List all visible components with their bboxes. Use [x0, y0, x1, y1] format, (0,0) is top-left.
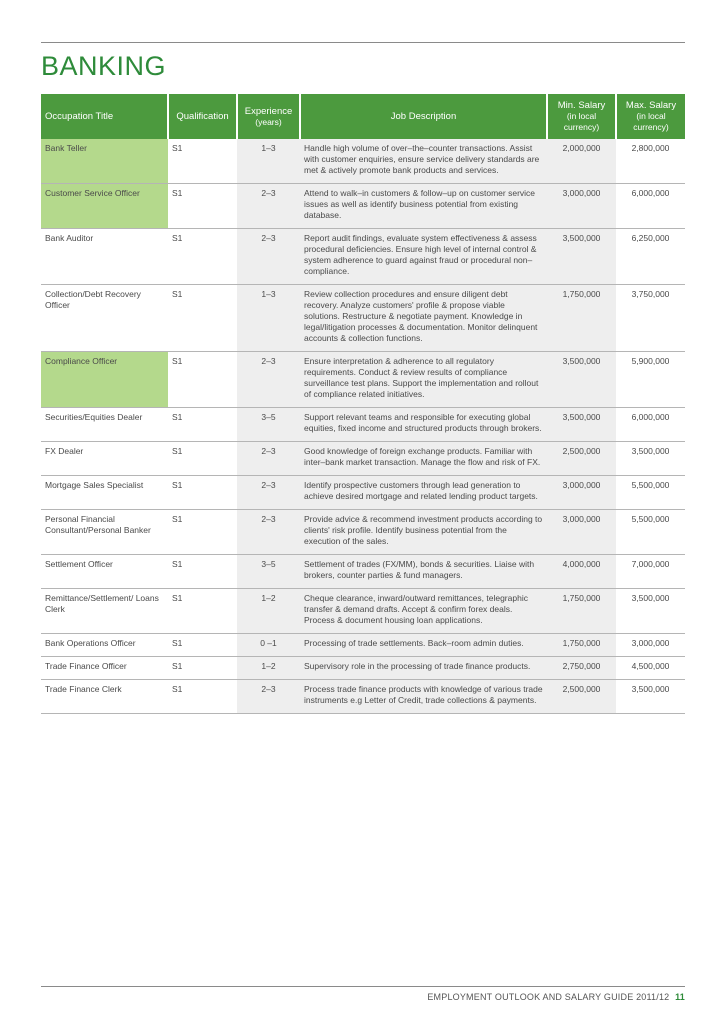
max-salary: 3,000,000	[616, 634, 685, 657]
table-row	[41, 352, 685, 408]
max-salary: 6,250,000	[616, 229, 685, 285]
job-description: Process trade finance products with knowledge of various trade instruments e.g Letter of Credit, trade collections & payments.	[300, 680, 547, 714]
header-max-salary-unit: (in local currency)	[633, 111, 669, 132]
job-description: Cheque clearance, inward/outward remittances, telegraphic transfer & demand drafts. Accept & confirm forex deals. Process & document housing loan applications.	[300, 589, 547, 634]
experience: 2–3	[237, 510, 300, 555]
table-row	[41, 476, 685, 510]
table-row	[41, 285, 685, 352]
job-description: Support relevant teams and responsible for executing global equities, fixed income and structured products through brokers.	[300, 408, 547, 442]
salary-table	[41, 94, 685, 714]
job-description: Good knowledge of foreign exchange products. Familiar with inter–bank market transaction. Manage the flow and risk of FX.	[300, 442, 547, 476]
max-salary: 5,500,000	[616, 510, 685, 555]
experience: 3–5	[237, 408, 300, 442]
qualification: S1	[168, 285, 237, 352]
max-salary: 4,500,000	[616, 657, 685, 680]
occupation-title: Customer Service Officer	[41, 184, 168, 229]
page-number: 11	[675, 992, 685, 1002]
table-body	[41, 139, 685, 714]
qualification: S1	[168, 408, 237, 442]
header-max-salary-label: Max. Salary	[625, 100, 677, 111]
table-row	[41, 657, 685, 680]
min-salary: 3,000,000	[547, 510, 616, 555]
experience: 2–3	[237, 184, 300, 229]
job-description: Identify prospective customers through lead generation to achieve desired mortgage and related lending product targets.	[300, 476, 547, 510]
qualification: S1	[168, 657, 237, 680]
occupation-title: Securities/Equities Dealer	[41, 408, 168, 442]
section-title: BANKING	[41, 51, 167, 81]
occupation-title: Bank Teller	[41, 139, 168, 184]
max-salary: 6,000,000	[616, 408, 685, 442]
occupation-title: Compliance Officer	[41, 352, 168, 408]
table-row	[41, 589, 685, 634]
table-header	[41, 94, 685, 139]
occupation-title: Settlement Officer	[41, 555, 168, 589]
max-salary: 2,800,000	[616, 139, 685, 184]
job-description: Review collection procedures and ensure diligent debt recovery. Analyze customers' profile & propose viable solutions. Restructure & negotiate payment. Knowledge in legal/litigation processes & documentation. Monitor delinquent accounts & collection functions.	[300, 285, 547, 352]
page-footer	[427, 992, 685, 1002]
job-description: Settlement of trades (FX/MM), bonds & securities. Liaise with brokers, counter parties & fund managers.	[300, 555, 547, 589]
table-row	[41, 229, 685, 285]
max-salary: 7,000,000	[616, 555, 685, 589]
experience: 1–3	[237, 285, 300, 352]
min-salary: 1,750,000	[547, 589, 616, 634]
experience: 2–3	[237, 680, 300, 714]
header-experience-label: Experience	[244, 105, 293, 117]
min-salary: 2,000,000	[547, 139, 616, 184]
qualification: S1	[168, 139, 237, 184]
qualification: S1	[168, 589, 237, 634]
max-salary: 5,900,000	[616, 352, 685, 408]
qualification: S1	[168, 510, 237, 555]
occupation-title: Personal Financial Consultant/Personal Banker	[41, 510, 168, 555]
min-salary: 3,500,000	[547, 408, 616, 442]
experience: 1–2	[237, 589, 300, 634]
job-description: Processing of trade settlements. Back–room admin duties.	[300, 634, 547, 657]
table-row	[41, 680, 685, 714]
max-salary: 3,750,000	[616, 285, 685, 352]
header-experience	[237, 94, 300, 139]
qualification: S1	[168, 442, 237, 476]
header-min-salary-label: Min. Salary	[557, 100, 606, 111]
header-min-salary-unit: (in local currency)	[563, 111, 600, 132]
qualification: S1	[168, 352, 237, 408]
job-description: Handle high volume of over–the–counter transactions. Assist with customer enquiries, ensure service delivery standards are met & actively promote bank products and services.	[300, 139, 547, 184]
experience: 2–3	[237, 352, 300, 408]
min-salary: 2,750,000	[547, 657, 616, 680]
qualification: S1	[168, 680, 237, 714]
job-description: Supervisory role in the processing of trade finance products.	[300, 657, 547, 680]
min-salary: 1,750,000	[547, 285, 616, 352]
job-description: Attend to walk–in customers & follow–up on customer service issues as well as identify business potential from existing database.	[300, 184, 547, 229]
min-salary: 1,750,000	[547, 634, 616, 657]
occupation-title: Trade Finance Clerk	[41, 680, 168, 714]
occupation-title: Bank Operations Officer	[41, 634, 168, 657]
experience: 1–2	[237, 657, 300, 680]
occupation-title: Bank Auditor	[41, 229, 168, 285]
table-row	[41, 442, 685, 476]
qualification: S1	[168, 634, 237, 657]
experience: 1–3	[237, 139, 300, 184]
experience: 0 –1	[237, 634, 300, 657]
qualification: S1	[168, 476, 237, 510]
experience: 2–3	[237, 476, 300, 510]
experience: 2–3	[237, 229, 300, 285]
min-salary: 2,500,000	[547, 442, 616, 476]
occupation-title: Collection/Debt Recovery Officer	[41, 285, 168, 352]
job-description: Ensure interpretation & adherence to all regulatory requirements. Conduct & review results of compliance surveillance test plans. Support the implementation and rollout of compliance related initiatives.	[300, 352, 547, 408]
table-row	[41, 408, 685, 442]
max-salary: 3,500,000	[616, 442, 685, 476]
table-row	[41, 139, 685, 184]
header-description: Job Description	[300, 94, 547, 139]
occupation-title: FX Dealer	[41, 442, 168, 476]
qualification: S1	[168, 184, 237, 229]
qualification: S1	[168, 229, 237, 285]
header-max-salary	[616, 94, 685, 139]
min-salary: 2,500,000	[547, 680, 616, 714]
table-row	[41, 510, 685, 555]
header-experience-unit: (years)	[255, 116, 282, 127]
occupation-title: Remittance/Settlement/ Loans Clerk	[41, 589, 168, 634]
header-min-salary	[547, 94, 616, 139]
min-salary: 3,000,000	[547, 476, 616, 510]
min-salary: 3,500,000	[547, 352, 616, 408]
header-occupation: Occupation Title	[41, 94, 168, 139]
max-salary: 3,500,000	[616, 680, 685, 714]
max-salary: 3,500,000	[616, 589, 685, 634]
max-salary: 5,500,000	[616, 476, 685, 510]
header-qualification: Qualification	[168, 94, 237, 139]
experience: 2–3	[237, 442, 300, 476]
min-salary: 3,500,000	[547, 229, 616, 285]
table-row	[41, 555, 685, 589]
job-description: Provide advice & recommend investment products according to clients' risk profile. Identify business potential from the execution of the sales.	[300, 510, 547, 555]
job-description: Report audit findings, evaluate system effectiveness & assess procedural deficiencies. Ensure high level of internal control & system adherence to guard against fraud or procedural non–compliance.	[300, 229, 547, 285]
occupation-title: Mortgage Sales Specialist	[41, 476, 168, 510]
min-salary: 3,000,000	[547, 184, 616, 229]
top-rule	[41, 42, 685, 43]
table-row	[41, 634, 685, 657]
experience: 3–5	[237, 555, 300, 589]
occupation-title: Trade Finance Officer	[41, 657, 168, 680]
footer-text: EMPLOYMENT OUTLOOK AND SALARY GUIDE 2011/12	[427, 992, 670, 1002]
min-salary: 4,000,000	[547, 555, 616, 589]
table-row	[41, 184, 685, 229]
qualification: S1	[168, 555, 237, 589]
max-salary: 6,000,000	[616, 184, 685, 229]
footer-rule	[41, 986, 685, 987]
